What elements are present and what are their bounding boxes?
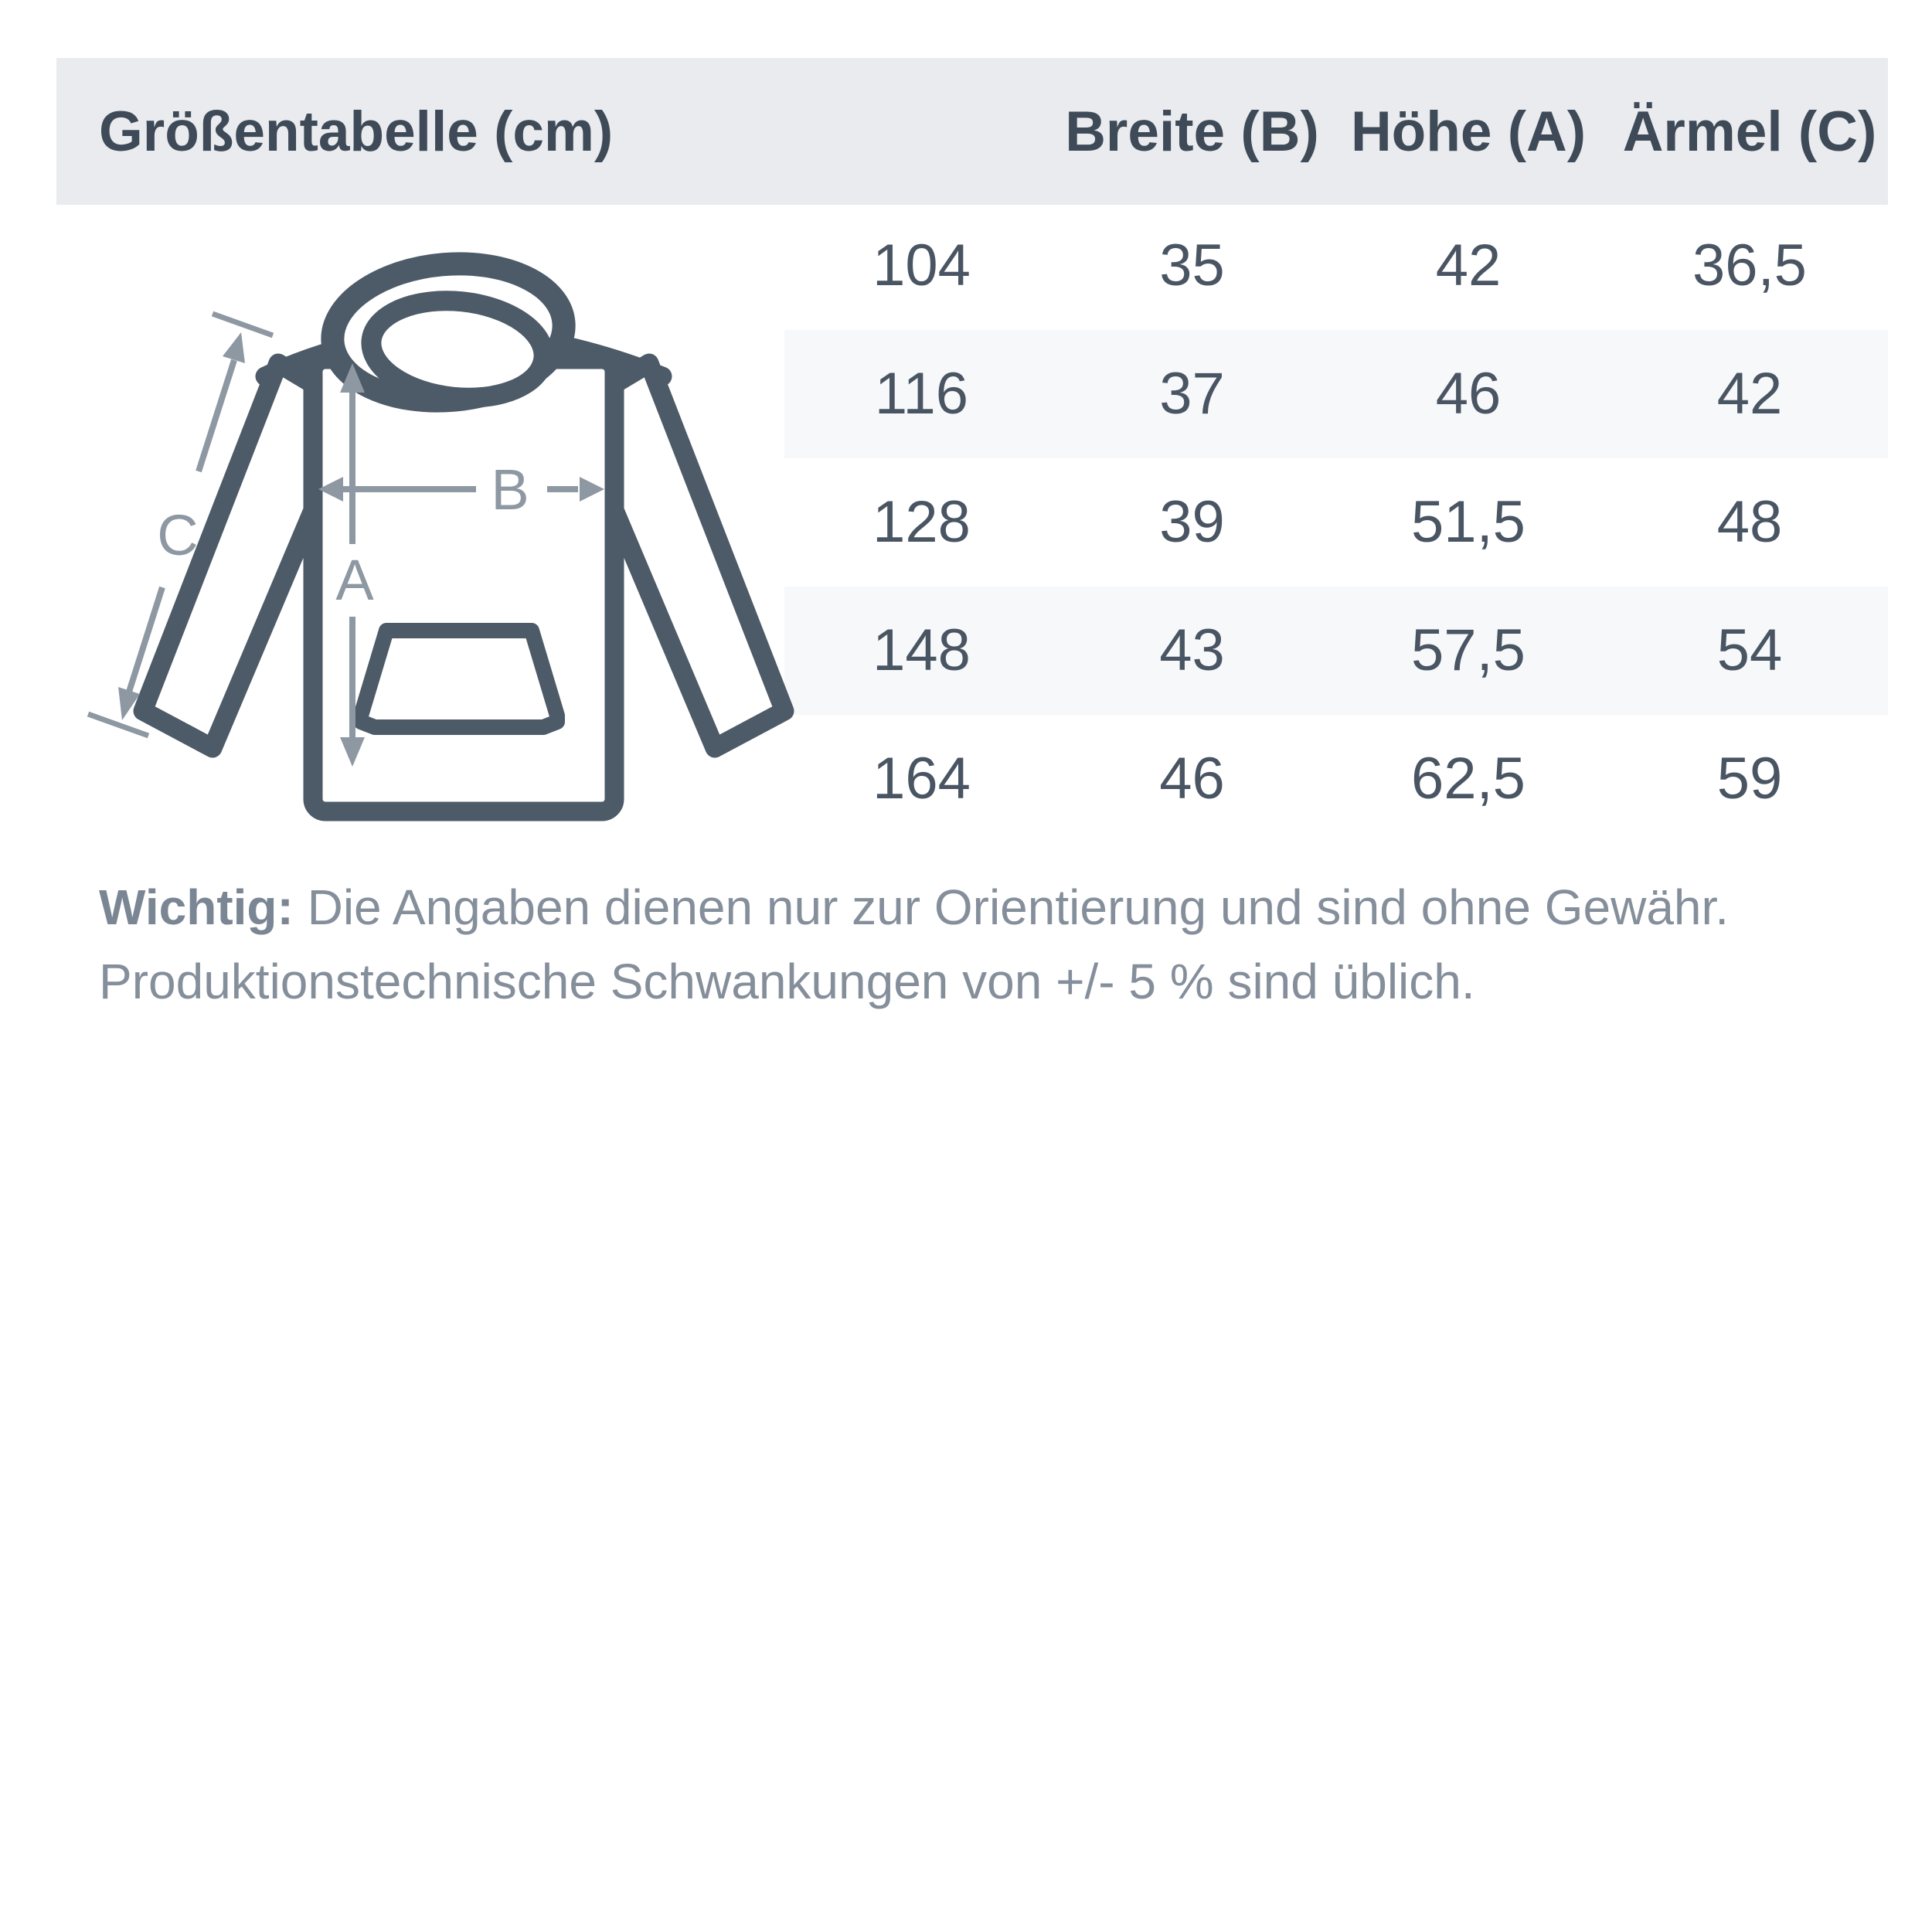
hoodie-pocket <box>361 631 557 727</box>
note-line-2: Produktionstechnische Schwankungen von +/- 5 % sind üblich. <box>99 954 1475 1009</box>
table-row <box>784 458 1888 587</box>
hoodie-measurement-diagram <box>46 216 819 850</box>
breite-cell: 46 <box>1159 746 1225 811</box>
size-cell: 164 <box>872 746 971 811</box>
column-header-aermel: Ärmel (C) <box>1622 100 1877 163</box>
aermel-cell: 59 <box>1716 746 1783 811</box>
hoodie-icon <box>46 216 819 850</box>
aermel-cell: 54 <box>1716 617 1783 683</box>
breite-cell: 35 <box>1159 233 1225 298</box>
measure-label-b: B <box>491 457 529 522</box>
table-header <box>56 58 1888 205</box>
hoehe-cell: 57,5 <box>1411 617 1526 683</box>
arrowhead-up-icon <box>223 332 245 363</box>
table-row <box>784 202 1888 330</box>
page-title: Größentabelle (cm) <box>99 100 614 163</box>
table-row <box>784 715 1888 843</box>
size-table <box>784 202 1888 843</box>
table-row <box>784 587 1888 715</box>
hoehe-cell: 51,5 <box>1411 489 1526 555</box>
note-label: Wichtig: <box>99 879 294 935</box>
aermel-cell: 48 <box>1716 489 1783 555</box>
note-line-1: Die Angaben dienen nur zur Orientierung und sind ohne Gewähr. <box>307 879 1730 935</box>
column-header-hoehe: Höhe (A) <box>1350 100 1587 163</box>
hoehe-cell: 42 <box>1435 233 1502 298</box>
hoehe-cell: 46 <box>1435 361 1502 427</box>
table-row <box>784 330 1888 458</box>
measure-label-c: C <box>157 503 199 567</box>
aermel-cell: 36,5 <box>1692 233 1807 298</box>
measure-label-a: A <box>335 548 374 612</box>
size-cell: 116 <box>874 361 969 427</box>
aermel-cell: 42 <box>1716 361 1783 427</box>
column-header-breite: Breite (B) <box>1065 100 1319 163</box>
disclaimer-note <box>99 870 1853 1019</box>
size-cell: 148 <box>872 617 971 683</box>
breite-cell: 39 <box>1159 489 1225 555</box>
size-cell: 104 <box>872 233 971 298</box>
dimension-tick <box>213 314 273 335</box>
size-cell: 128 <box>872 489 971 555</box>
breite-cell: 37 <box>1159 361 1225 427</box>
hoehe-cell: 62,5 <box>1411 746 1526 811</box>
breite-cell: 43 <box>1159 617 1225 683</box>
